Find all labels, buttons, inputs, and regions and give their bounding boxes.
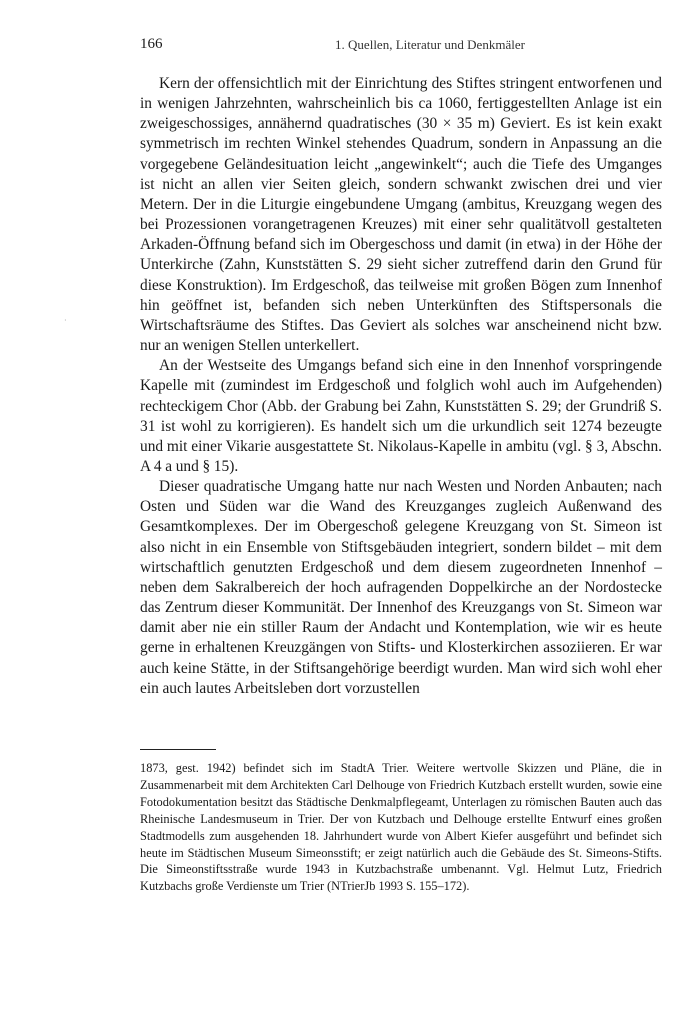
paragraph: Kern der offensichtlich mit der Einrichtung des Stiftes stringent entworfenen und in wenigen Jahrzehnten, wahrscheinlich bis ca 1060, fertiggestellten Anlage ist ein zweigeschossiges, annähernd quadratisches (30 × 35 m) Geviert. Es ist kein exakt symmetrisch im rechten Winkel stehendes Quadrum, sondern in Anpassung an die vorgegebene Geländesituation leicht „angewinkelt“; auch die Tiefe des Umganges ist nicht an allen vier Seiten gleich, sondern schwankt zwischen drei und vier Metern. Der in die Liturgie eingebundene Umgang (ambitus, Kreuzgang wegen des bei Prozessionen vorangetragenen Kreuzes) mit einer sehr qualitätvoll gestalteten Arkaden-Öffnung befand sich im Obergeschoss und damit (in etwa) in der Höhe der Unterkirche (Zahn, Kunststätten S. 29 sieht sicher zutreffend darin den Grund für diese Konstruktion). Im Erdgeschoß, das teilweise mit großen Bögen zum Innenhof hin geöffnet ist, befanden sich neben Unterkünften des Stiftspersonals die Wirtschaftsräume des Stiftes. Das Geviert als solches war anscheinend nicht bzw. nur an wenigen Stellen unterkellert. [140, 75, 662, 355]
running-head: 1. Quellen, Literatur und Denkmäler [335, 37, 525, 52]
main-text [140, 74, 662, 699]
paragraph: Dieser quadratische Umgang hatte nur nach Westen und Norden Anbauten; nach Osten und Süden war die Wand des Kreuzganges zugleich Außenwand des Gesamtkomplexes. Der im Obergeschoß gelegene Kreuzgang von St. Simeon ist also nicht in ein Ensemble von Stiftsgebäuden integriert, sondern bildet – mit dem wirtschaftlich genutzten Erdgeschoß und dem diesem zugeordneten Innenhof – neben dem Sakralbereich der hoch aufragenden Doppelkirche an der Nordostecke das Zentrum dieser Kommunität. Der Innenhof des Kreuzgangs von St. Simeon war damit aber nie ein stiller Raum der Andacht und Kontemplation, wie wir es heute gerne in erhaltenen Kreuzgängen von Stifts- und Klosterkirchen assoziieren. Er war auch keine Stätte, in der Stiftsangehörige beerdigt wurden. Man wird sich wohl eher ein auch lautes Arbeitsleben dort vorzustellen [140, 478, 662, 697]
footnote-text: 1873, gest. 1942) befindet sich im StadtA Trier. Weitere wertvolle Skizzen und Pläne, die in Zusammenarbeit mit dem Architekten Carl Delhouge von Friedrich Kutzbach erstellt wurden, sowie eine Fotodokumentation besitzt das Städtische Denkmalpflegeamt, Unterlagen zu römischen Bauten auch das Rheinische Landesmuseum in Trier. Der von Kutzbach und Delhouge erstellte Entwurf eines großen Stadtmodells zum ausgehenden 18. Jahrhundert wurde von Albert Kiefer ausgeführt und befindet sich heute im Städtischen Museum Simeonsstift; er zeigt natürlich auch die Gebäude des St. Simeons-Stifts. Die Simeonstiftsstraße wurde 1943 in Kutzbachstraße umbenannt. Vgl. Helmut Lutz, Friedrich Kutzbachs große Verdienste um Trier (NTrierJb 1993 S. 155–172). [140, 761, 662, 894]
margin-dot: · [64, 316, 67, 325]
page-number: 166 [140, 36, 163, 52]
footnote-area [140, 760, 662, 895]
footnote-divider [140, 749, 216, 750]
paragraph: An der Westseite des Umgangs befand sich eine in den Innenhof vorspringende Kapelle mit (zumindest im Erdgeschoß und folglich wohl auch im Aufgehenden) rechteckigem Chor (Abb. der Grabung bei Zahn, Kunststätten S. 29; der Grundriß S. 31 ist wohl zu korrigieren). Es handelt sich um die urkundlich seit 1274 bezeugte und mit einer Vikarie ausgestattete St. Nikolaus-Kapelle in ambitu (vgl. § 3, Abschn. A 4 a und § 15). [140, 357, 662, 475]
